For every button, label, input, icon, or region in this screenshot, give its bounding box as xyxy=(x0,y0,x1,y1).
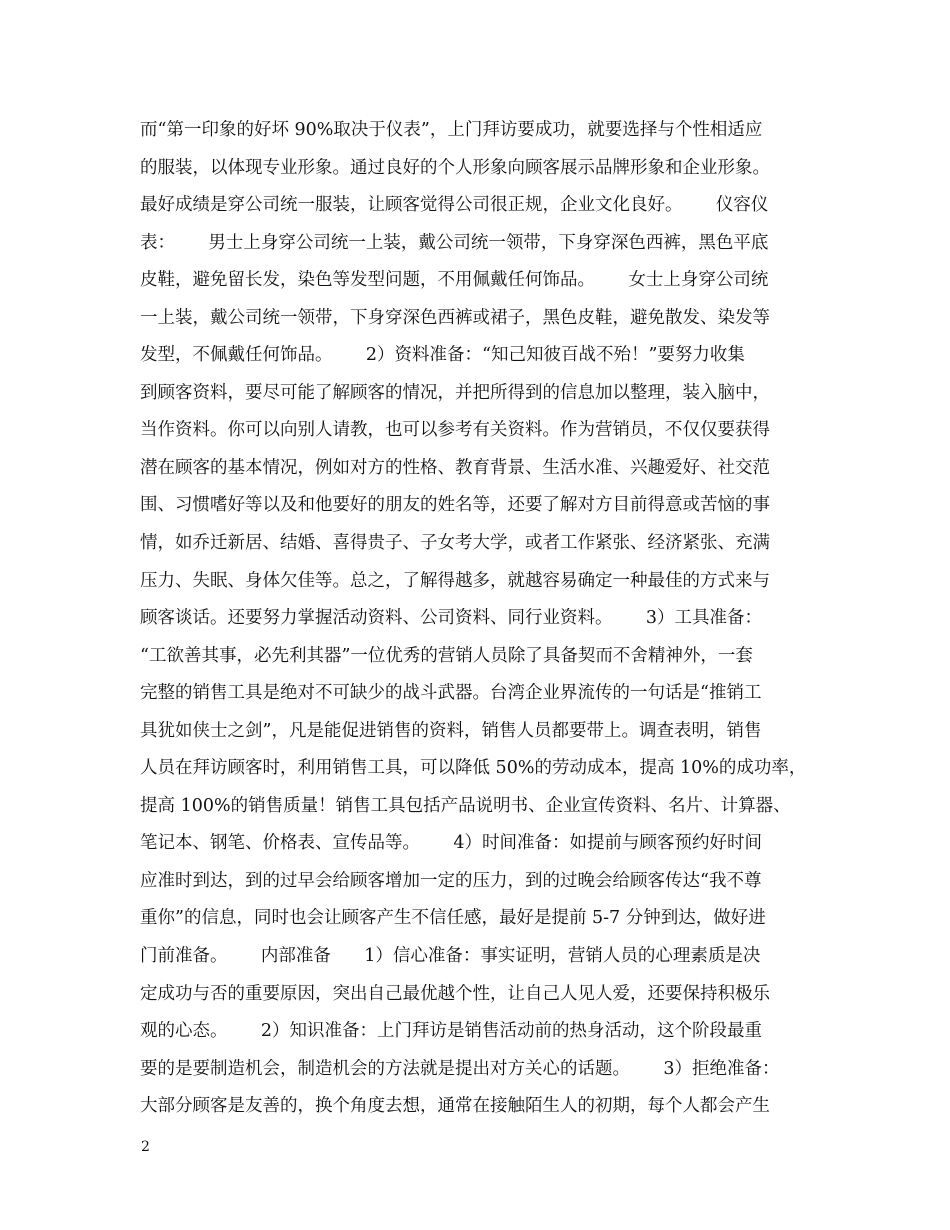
text-line: 一上装，戴公司统一领带，下身穿深色西裤或裙子，黑色皮鞋，避免散发、染发等 xyxy=(140,307,770,328)
page-number: 2 xyxy=(141,1139,150,1155)
text-line: 应准时到达，到的过早会给顾客增加一定的压力，到的过晚会给顾客传达“我不尊 xyxy=(140,870,762,891)
text-line: 观的心态。 2）知识准备：上门拜访是销售活动前的热身活动，这个阶段最重 xyxy=(140,1021,763,1042)
text-line: 到顾客资料，要尽可能了解顾客的情况，并把所得到的信息加以整理，装入脑中， xyxy=(140,382,770,403)
text-line: 人员在拜访顾客时，利用销售工具，可以降低 50%的劳动成本，提高 10%的成功率， xyxy=(140,758,807,779)
text-line: 潜在顾客的基本情况，例如对方的性格、教育背景、生活水准、兴趣爱好、社交范 xyxy=(140,457,770,478)
text-line: 而“第一印象的好坏 90%取决于仪表”，上门拜访要成功，就要选择与个性相适应 xyxy=(140,120,763,140)
text-line: 顾客谈话。还要努力掌握活动资料、公司资料、同行业资料。 3）工具准备： xyxy=(140,608,763,629)
text-line: 具犹如侠士之剑”，凡是能促进销售的资料，销售人员都要带上。调查表明，销售 xyxy=(140,720,762,741)
text-line: 表： 男士上身穿公司统一上装，戴公司统一领带，下身穿深色西裤，黑色平底 xyxy=(140,232,769,253)
text-line: 门前准备。 内部准备 1）信心准备：事实证明，营销人员的心理素质是决 xyxy=(140,946,761,967)
text-line: 围、习惯嗜好等以及和他要好的朋友的姓名等，还要了解对方目前得意或苦恼的事 xyxy=(140,495,770,516)
text-line: 皮鞋，避免留长发，染色等发型问题，不用佩戴任何饰品。 女士上身穿公司统 xyxy=(140,270,769,291)
text-line: 压力、失眠、身体欠佳等。总之，了解得越多，就越容易确定一种最佳的方式来与 xyxy=(140,570,770,591)
text-line: 发型，不佩戴任何饰品。 2）资料准备：“知己知彼百战不殆！”要努力收集 xyxy=(140,345,745,366)
text-line: 笔记本、钢笔、价格表、宣传品等。 4）时间准备：如提前与顾客预约好时间 xyxy=(140,833,763,854)
text-line: 大部分顾客是友善的，换个角度去想，通常在接触陌生人的初期，每个人都会产生 xyxy=(140,1096,770,1117)
text-line: 完整的销售工具是绝对不可缺少的战斗武器。台湾企业界流传的一句话是“推销工 xyxy=(140,683,762,704)
text-line: 提高 100%的销售质量！销售工具包括产品说明书、企业宣传资料、名片、计算器、 xyxy=(140,795,791,816)
text-line: 当作资料。你可以向别人请教，也可以参考有关资料。作为营销员，不仅仅要获得 xyxy=(140,420,770,441)
text-line: “工欲善其事，必先利其器”一位优秀的营销人员除了具备契而不舍精神外，一套 xyxy=(140,645,753,666)
body-text xyxy=(140,112,830,1126)
text-line: 的服装，以体现专业形象。通过良好的个人形象向顾客展示品牌形象和企业形象。 xyxy=(140,157,770,178)
text-line: 重你”的信息，同时也会让顾客产生不信任感，最好是提前 5-7 分钟到达，做好进 xyxy=(140,908,766,929)
text-line: 情，如乔迁新居、结婚、喜得贵子、子女考大学，或者工作紧张、经济紧张、充满 xyxy=(140,533,770,554)
text-line: 要的是要制造机会，制造机会的方法就是提出对方关心的话题。 3）拒绝准备： xyxy=(140,1058,780,1079)
text-line: 最好成绩是穿公司统一服装，让顾客觉得公司很正规，企业文化良好。 仪容仪 xyxy=(140,195,769,216)
text-line: 定成功与否的重要原因，突出自己最优越个性，让自己人见人爱，还要保持积极乐 xyxy=(140,983,770,1004)
